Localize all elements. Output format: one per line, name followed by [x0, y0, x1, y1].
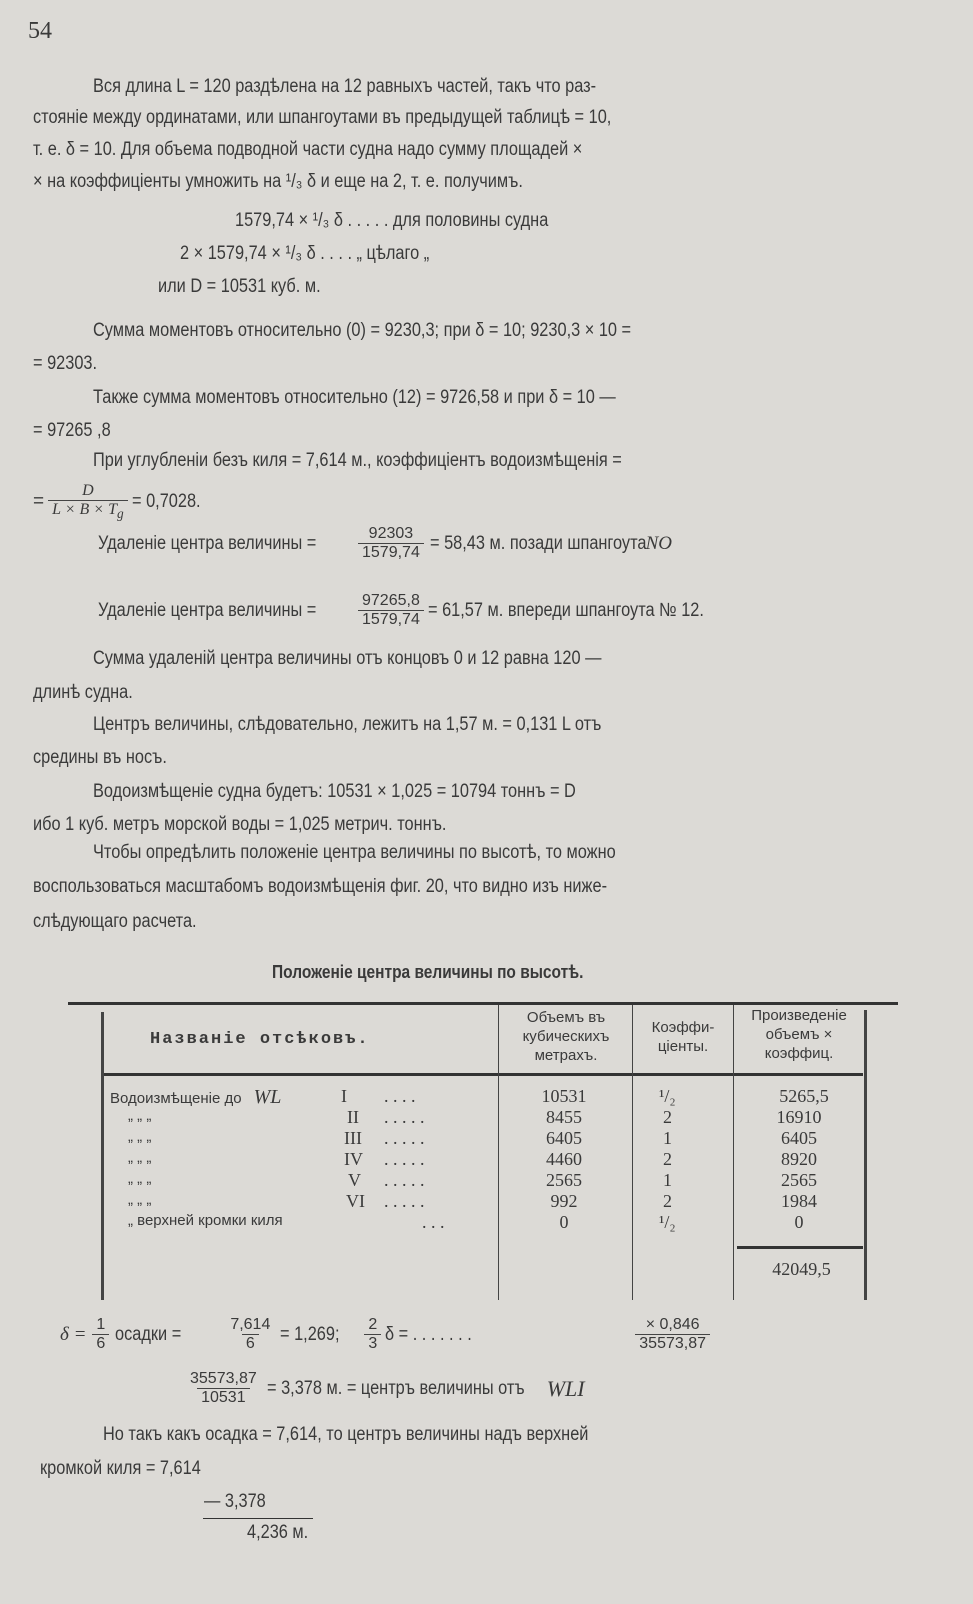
header-product: Произведенiе объемъ × коэффиц. — [751, 1007, 847, 1062]
row-dots: . . . . . — [384, 1128, 425, 1148]
fraction: $\frac{D}{L \times B \times T_g}$ — [48, 482, 128, 522]
formula-half-ship: 1579,74 × ¹/₃ δ . . . . . для половины судна — [235, 210, 549, 231]
paragraph-sum-distances-line-1: Сумма удаленiй центра величины отъ концовъ 0 и 12 равна 120 — — [93, 648, 602, 669]
row-roman: III — [344, 1128, 362, 1148]
table-row: „ „ „ — [128, 1170, 152, 1187]
table-row: „ „ „ — [128, 1149, 152, 1166]
paragraph-1-line-1: Вся длина L = 120 раздѣлена на 12 равныхъ частей, такъ что раз- — [93, 76, 597, 97]
paragraph-displacement-line-2: ибо 1 куб. метръ морской воды = 1,025 метрич. тоннъ. — [33, 814, 447, 835]
row-coef: ¹/₂ — [659, 1086, 676, 1106]
table-row: „ „ „ — [128, 1128, 152, 1145]
row-volume: 0 — [559, 1212, 569, 1232]
paragraph-1-line-3: т. е. δ = 10. Для объема подводной части судна надо сумму площадей × — [33, 139, 583, 160]
paragraph-moments-0-line-2: = 92303. — [33, 353, 98, 374]
row-dots: . . . . . — [384, 1191, 425, 1211]
row-product: 0 — [794, 1212, 804, 1232]
paragraph-moments-0-line-1: Сумма моментовъ относительно (0) = 9230,3; при δ = 10; 9230,3 × 10 = — [93, 320, 632, 341]
table-row: „ „ „ — [128, 1107, 152, 1124]
paragraph-draft: При углубленiи безъ киля = 7,614 м., коэффицiентъ водоизмѣщенiя = — [93, 450, 622, 471]
page-number: 54 — [28, 18, 52, 44]
row-roman: IV — [344, 1149, 363, 1169]
formula-whole-ship: 2 × 1579,74 × ¹/₃ δ . . . . „ цѣлаго „ — [180, 243, 430, 264]
subtraction-result: 4,236 м. — [247, 1522, 309, 1543]
row-coef: 2 — [663, 1107, 672, 1127]
row-coef: 1 — [663, 1170, 672, 1190]
table-title: Положенiе центра величины по высотѣ. — [272, 962, 584, 982]
row-product: 16910 — [776, 1107, 822, 1127]
paragraph-moments-12-line-1: Также сумма моментовъ относительно (12) = 9726,58 и при δ = 10 — — [93, 387, 616, 408]
table-left-border — [101, 1012, 104, 1300]
row-product: 1984 — [781, 1191, 817, 1211]
row-dots: . . . . . — [384, 1107, 425, 1127]
paragraph-1-line-2: стоянiе между ординатами, или шпангоутами въ предыдущей таблицѣ = 10, — [33, 107, 612, 128]
paragraph-1-line-4: × на коэффицiенты умножить на ¹/₃ δ и еще на 2, т. е. получимъ. — [33, 171, 523, 192]
formula-displacement: или D = 10531 куб. м. — [158, 276, 321, 297]
final-paragraph-line-1: Но такъ какъ осадка = 7,614, то центръ величины надъ верхней — [103, 1424, 589, 1445]
paragraph-center-position-line-1: Центръ величины, слѣдовательно, лежитъ на 1,57 м. = 0,131 L отъ — [93, 714, 602, 735]
paragraph-displacement-line-1: Водоизмѣщенiе судна будетъ: 10531 × 1,025 = 10794 тоннъ = D — [93, 781, 576, 802]
table-col-divider-1 — [498, 1005, 499, 1300]
table-row: Водоизмѣщенiе до WL — [110, 1086, 282, 1108]
row-product: 5265,5 — [779, 1086, 829, 1106]
row-roman: II — [347, 1107, 359, 1127]
header-coefficient: Коэффи- цiенты. — [651, 1019, 715, 1055]
table-right-border — [864, 1010, 867, 1300]
row-volume: 992 — [550, 1191, 578, 1211]
table-row: „ „ „ — [128, 1191, 152, 1208]
paragraph-height-line-2: воспользоваться масштабомъ водоизмѣщенiя фиг. 20, что видно изъ ниже- — [33, 876, 608, 897]
row-coef: 2 — [663, 1191, 672, 1211]
row-coef: 1 — [663, 1128, 672, 1148]
table-header-rule — [103, 1073, 863, 1076]
table-top-rule — [68, 1002, 898, 1005]
total-rule — [737, 1246, 863, 1249]
subtraction-subtrahend: — 3,378 — [204, 1491, 266, 1512]
formula-block-coefficient: = $\frac{D}{L \times B \times T_g}$ = 0,7028. — [33, 482, 201, 522]
row-volume: 4460 — [546, 1149, 582, 1169]
row-product: 2565 — [781, 1170, 817, 1190]
row-volume: 8455 — [546, 1107, 582, 1127]
table-row: „ верхней кромки киля — [128, 1212, 283, 1229]
row-dots: . . . . — [384, 1086, 416, 1106]
header-compartment-name: Названiе отсѣковъ. — [150, 1030, 370, 1049]
row-product: 8920 — [781, 1149, 817, 1169]
row-coef: ¹/₂ — [659, 1212, 676, 1232]
paragraph-height-line-3: слѣдующаго расчета. — [33, 911, 197, 932]
paragraph-center-position-line-2: средины въ носъ. — [33, 747, 167, 768]
paragraph-sum-distances-line-2: длинѣ судна. — [33, 682, 133, 703]
final-paragraph-line-2: кромкой киля = 7,614 — [40, 1458, 201, 1479]
table-total: 42049,5 — [772, 1259, 831, 1279]
row-volume: 6405 — [546, 1128, 582, 1148]
calc-center-from-wl: $\frac{35573,87}{10531}$ = 3,378 м. = центръ величины отъ WLI — [190, 1370, 585, 1407]
row-coef: 2 — [663, 1149, 672, 1169]
formula-center-forward: Удаленiе центра величины = $\frac{97265,8}{1579,74}$ = 61,57 м. впереди шпангоута № 12. — [98, 592, 704, 629]
row-volume: 2565 — [546, 1170, 582, 1190]
calc-delta-line: δ = $\frac{1}{6}$ осадки = $\frac{7,614}{6}$ = 1,269; $\frac{2}{3}$ δ = . . . . . . . $\frac{\times 0,846}{35573,87}$ — [60, 1316, 710, 1354]
formula-center-aft: Удаленiе центра величины = $\frac{92303}{1579,74}$ = 58,43 м. позади шпангоута NO — [98, 525, 672, 562]
row-roman: VI — [346, 1191, 365, 1211]
subtraction-rule — [203, 1518, 313, 1519]
row-volume: 10531 — [541, 1086, 587, 1106]
row-roman: V — [348, 1170, 361, 1190]
row-dots: . . . . . — [384, 1149, 425, 1169]
paragraph-height-line-1: Чтобы опредѣлить положенiе центра величины по высотѣ, то можно — [93, 842, 616, 863]
row-dots: . . . . . — [384, 1170, 425, 1190]
paragraph-moments-12-line-2: = 97265 ,8 — [33, 420, 111, 441]
header-volume: Объемъ въ кубическихъ метрахъ. — [522, 1009, 610, 1064]
row-roman: I — [341, 1086, 347, 1106]
row-product: 6405 — [781, 1128, 817, 1148]
row-dots: . . . — [422, 1212, 445, 1232]
